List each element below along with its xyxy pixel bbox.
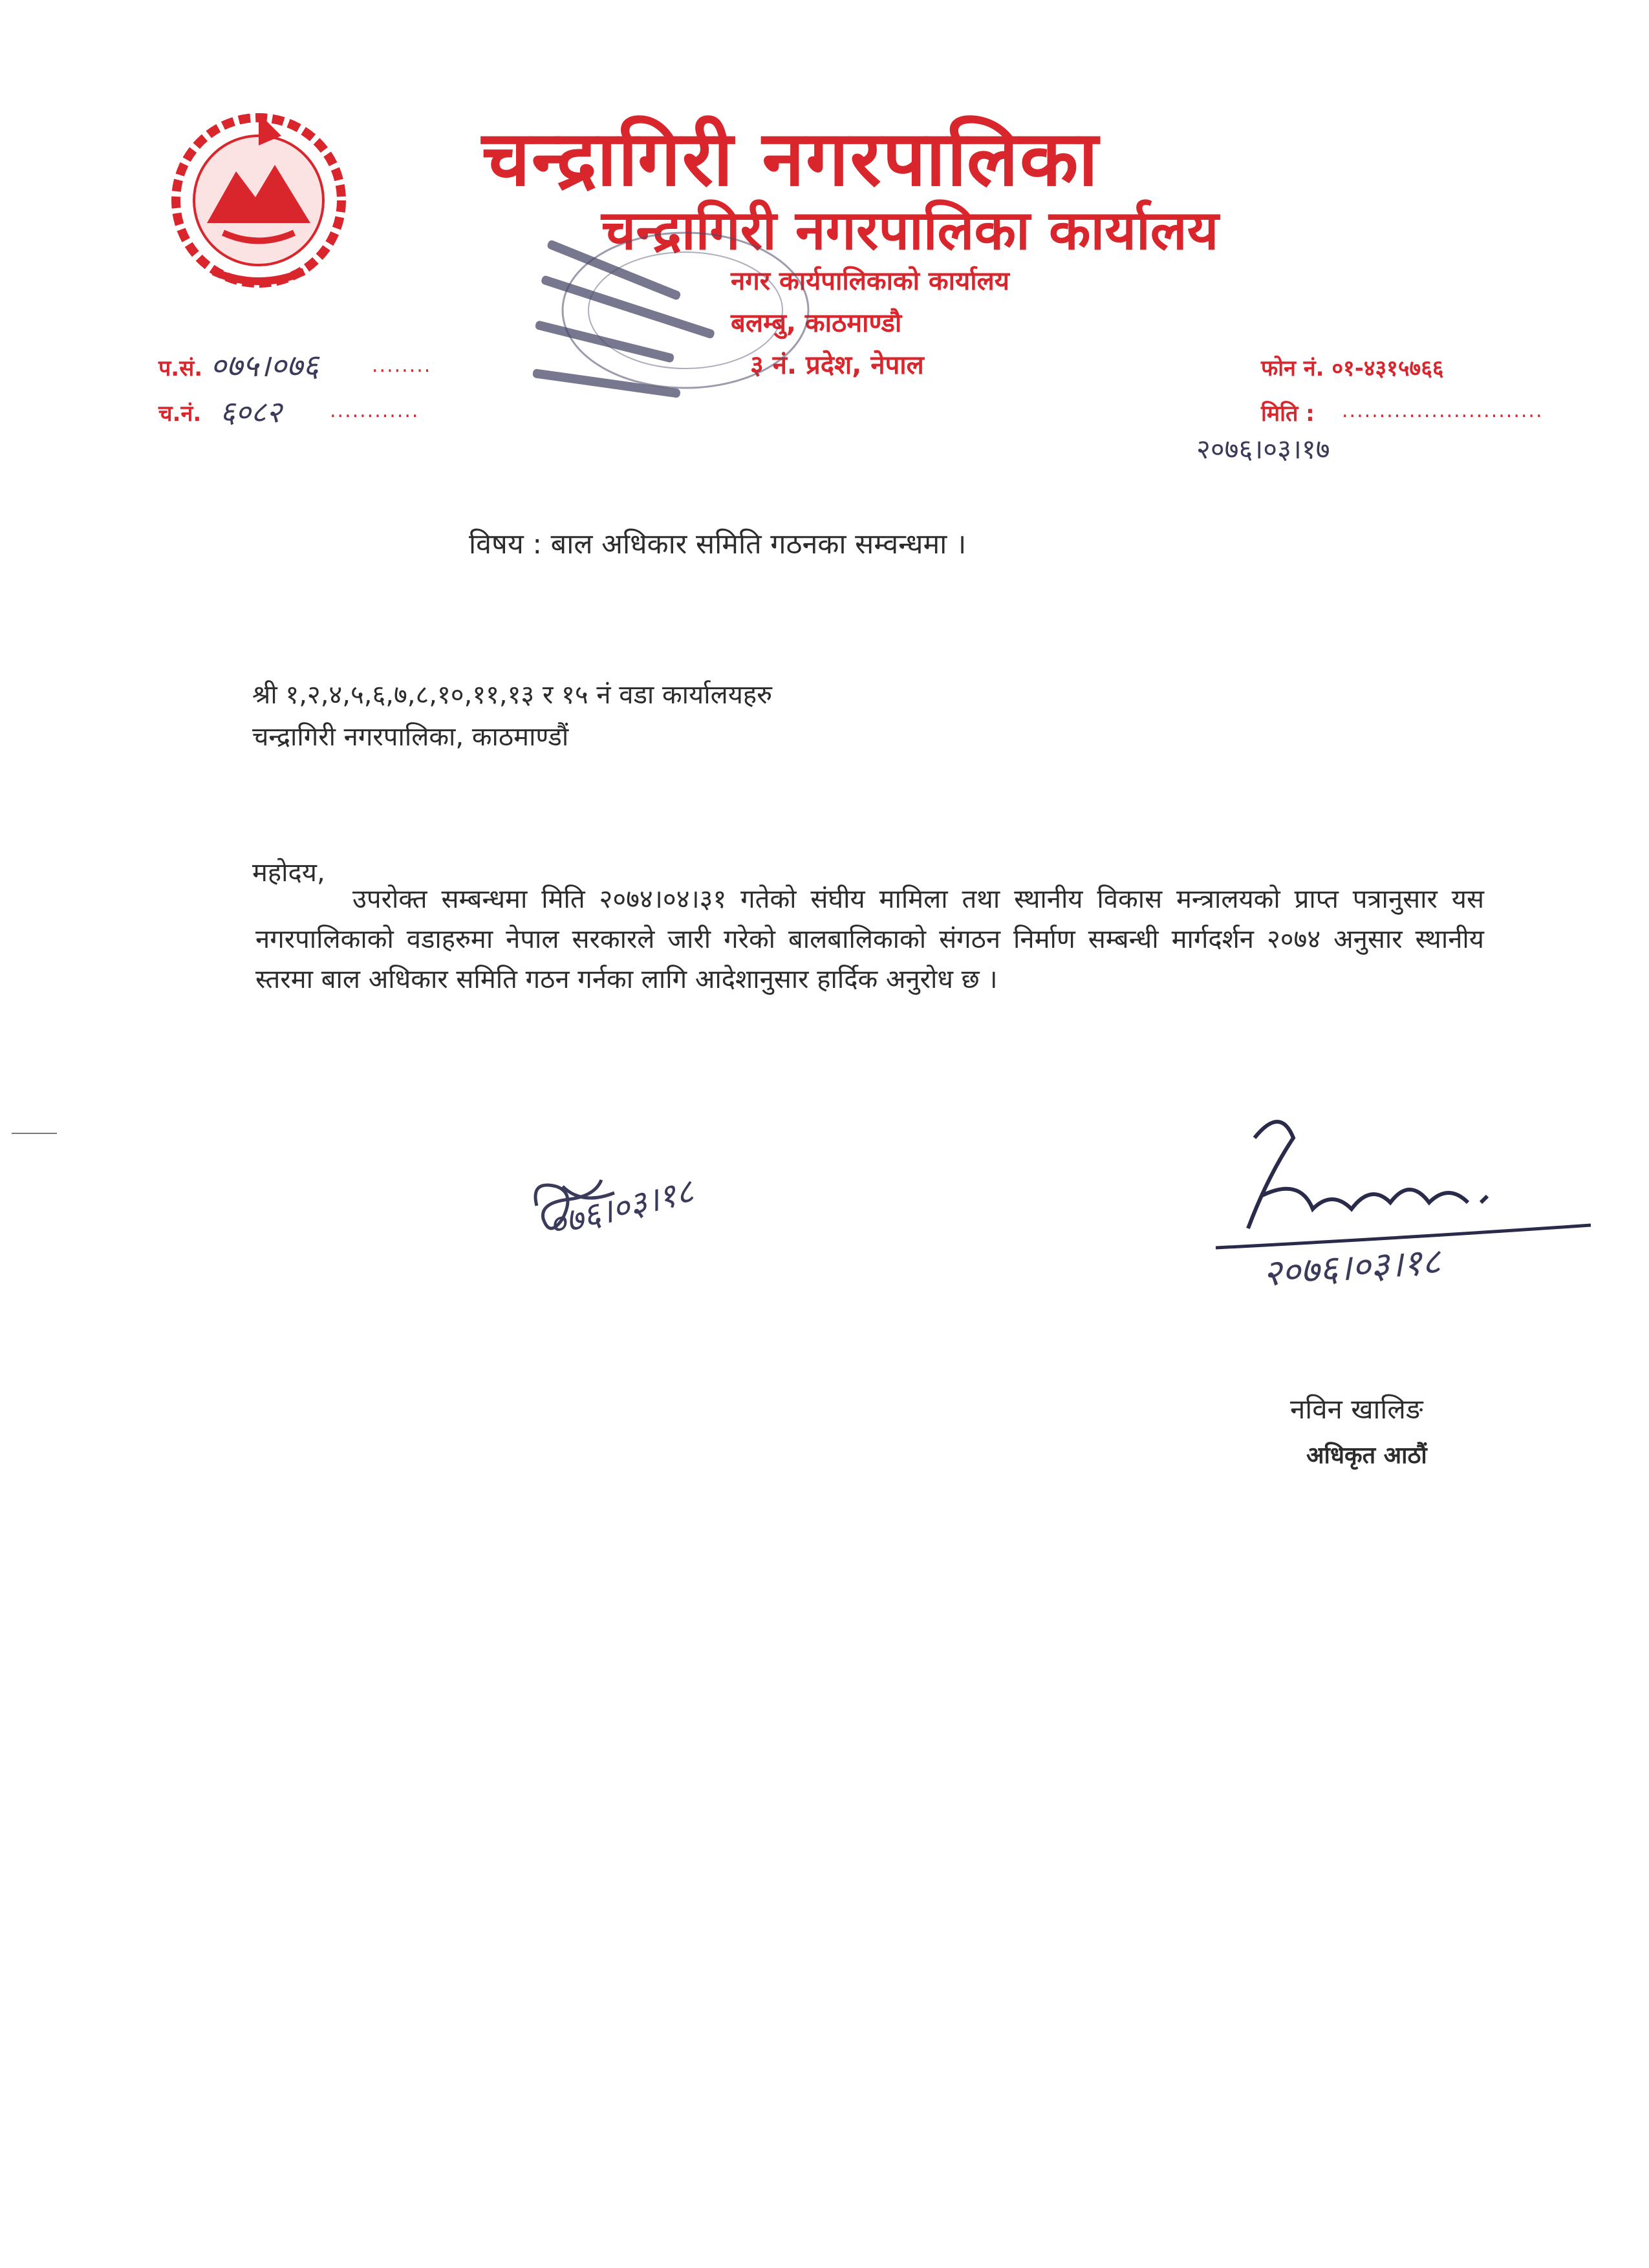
office-line: नगर कार्यपालिकाको कार्यालय xyxy=(731,266,1009,296)
signatory-name: नविन खालिङ xyxy=(1290,1393,1423,1425)
recipient-line-2: चन्द्रागिरी नगरपालिका, काठमाण्डौं xyxy=(252,722,569,752)
signatory-title: अधिकृत आठौं xyxy=(1306,1442,1427,1469)
right-date-annotation: २०७६।०३।१८ xyxy=(1261,1240,1442,1295)
ref-label: प.सं. xyxy=(158,356,203,381)
letterhead-subtitle: चन्द्रागिरी नगरपालिका कार्यालय xyxy=(601,198,1219,262)
date-label: मिति : xyxy=(1261,401,1315,427)
nepal-emblem-icon xyxy=(162,100,356,294)
scan-edge-mark xyxy=(12,1133,57,1134)
dispatch-label: च.नं. xyxy=(158,401,202,427)
ref-dots: ........ xyxy=(372,354,432,377)
subject-line: विषय : बाल अधिकार समिति गठनका सम्वन्धमा । xyxy=(469,528,967,561)
municipality-name: चन्द्रागिरी नगरपालिका xyxy=(482,114,1100,203)
province-line: ३ नं. प्रदेश, नेपाल xyxy=(750,350,924,380)
dispatch-number: ६०८२ xyxy=(220,394,282,429)
officer-signature xyxy=(1209,1099,1597,1261)
body-paragraph: उपरोक्त सम्बन्धमा मिति २०७४।०४।३१ गतेको संघीय मामिला तथा स्थानीय विकास मन्त्रालयको प्राप्त पत्रानुसार यस नगरपालिकाको वडाहरुमा नेपाल सरकारले जारी गरेको बालबालिकाको संगठन निर्माण सम्बन्धी मार्गदर्शन २०७४ अनुसार स्थानीय स्तरमा बाल अधिकार समिति गठन गर्नका लागि आदेशानुसार हार्दिक अनुरोध छ । xyxy=(255,884,1484,994)
office-stamp xyxy=(504,213,867,446)
date-value: २०७६।०३।१७ xyxy=(1196,433,1330,465)
dispatch-dots: ............ xyxy=(330,400,420,422)
salutation: महोदय, xyxy=(252,858,325,888)
address-line: बलम्बु, काठमाण्डौ xyxy=(731,308,902,338)
date-dots: ........................... xyxy=(1342,400,1544,422)
left-date-annotation: ०७६।०३।१८ xyxy=(544,1171,698,1245)
ref-number: ०७५।०७६ xyxy=(210,348,319,384)
phone-number: फोन नं. ०१-४३१५७६६ xyxy=(1261,356,1444,381)
recipient-line-1: श्री १,२,४,५,६,७,८,१०,११,१३ र १५ नं वडा कार्यालयहरु xyxy=(252,680,773,710)
